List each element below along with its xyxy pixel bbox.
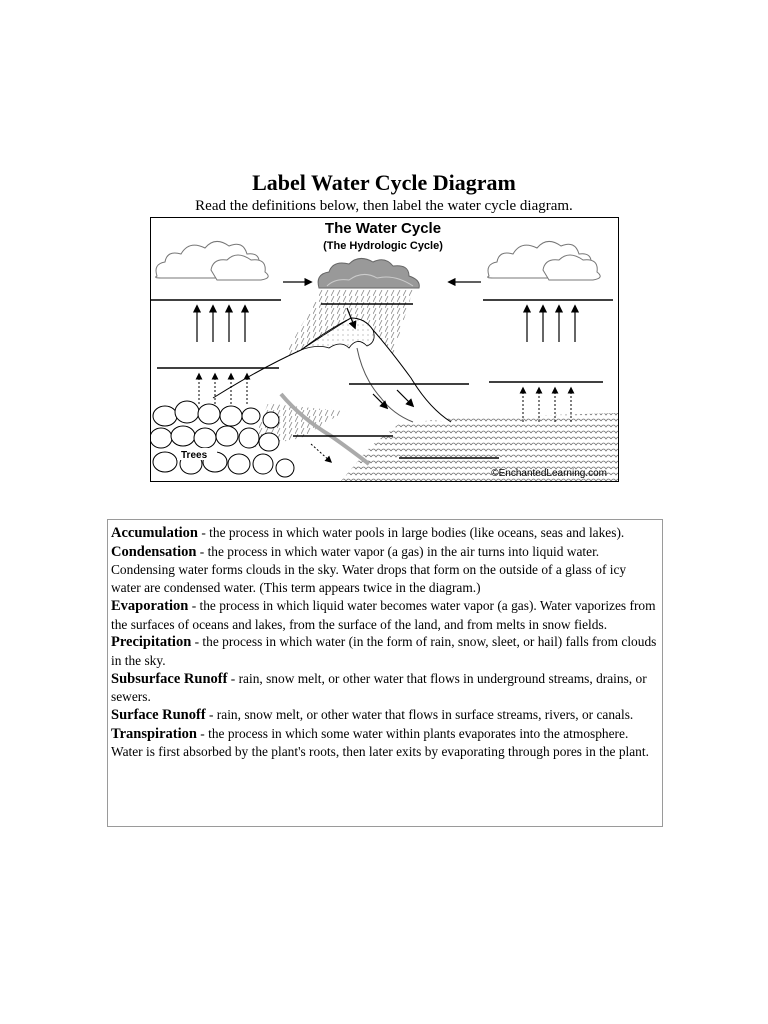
definition-surface-runoff xyxy=(111,706,659,725)
page-instructions: Read the definitions below, then label the water cycle diagram. xyxy=(195,198,573,214)
definition-text: - the process in which liquid water becomes water vapor (a gas). Water vaporizes from the surfaces of oceans and lakes, from the surface of the land, and from melts in snow fields. xyxy=(111,597,656,632)
term: Precipitation xyxy=(111,634,192,651)
definition-text: - the process in which some water within plants evaporates into the atmosphere. Water is first absorbed by the plant's roots, then later exits by evaporating through pores in the plant. xyxy=(111,725,649,760)
definition-precipitation xyxy=(111,633,659,669)
page-title: Label Water Cycle Diagram xyxy=(252,170,516,195)
trees xyxy=(151,401,294,477)
definitions-box xyxy=(107,519,663,827)
subsurface-runoff-arrow xyxy=(311,444,331,462)
definition-condensation xyxy=(111,543,659,597)
definition-text: - the process in which water (in the form of rain, snow, sleet, or hail) falls from clouds in the sky. xyxy=(111,634,657,668)
diagram-title: The Water Cycle xyxy=(324,220,442,237)
term: Subsurface Runoff xyxy=(111,670,228,687)
diagram-subtitle: (The Hydrologic Cycle) xyxy=(323,240,443,252)
definition-text: - rain, snow melt, or other water that flows in underground streams, drains, or sewers. xyxy=(111,670,647,705)
trees-label: Trees xyxy=(181,450,208,461)
definition-text: - the process in which water vapor (a gas) in the air turns into liquid water. Condensing water forms clouds in the sky. Water drops that form on the outside of a glass of icy water are condensed water. (This term appears twice in the diagram.) xyxy=(111,543,627,596)
water-cycle-diagram xyxy=(150,217,619,482)
left-cloud xyxy=(156,241,269,280)
definition-text: - the process in which water pools in large bodies (like oceans, seas and lakes). xyxy=(198,525,625,540)
evaporation-arrows-right xyxy=(527,306,575,342)
definition-accumulation xyxy=(111,524,659,543)
term: Accumulation xyxy=(111,525,198,541)
right-cloud xyxy=(488,241,601,280)
term: Evaporation xyxy=(111,597,189,614)
definition-text: - rain, snow melt, or other water that flows in surface streams, rivers, or canals. xyxy=(205,707,634,723)
term: Transpiration xyxy=(111,725,197,742)
definition-subsurface-runoff xyxy=(111,670,659,706)
definition-evaporation xyxy=(111,597,659,633)
rain-cloud xyxy=(318,258,419,288)
evaporation-arrows-left xyxy=(197,306,245,342)
term: Surface Runoff xyxy=(111,707,206,724)
term: Condensation xyxy=(111,543,197,560)
diagram-credit: ©EnchantedLearning.com xyxy=(491,468,607,479)
definition-transpiration xyxy=(111,725,659,761)
